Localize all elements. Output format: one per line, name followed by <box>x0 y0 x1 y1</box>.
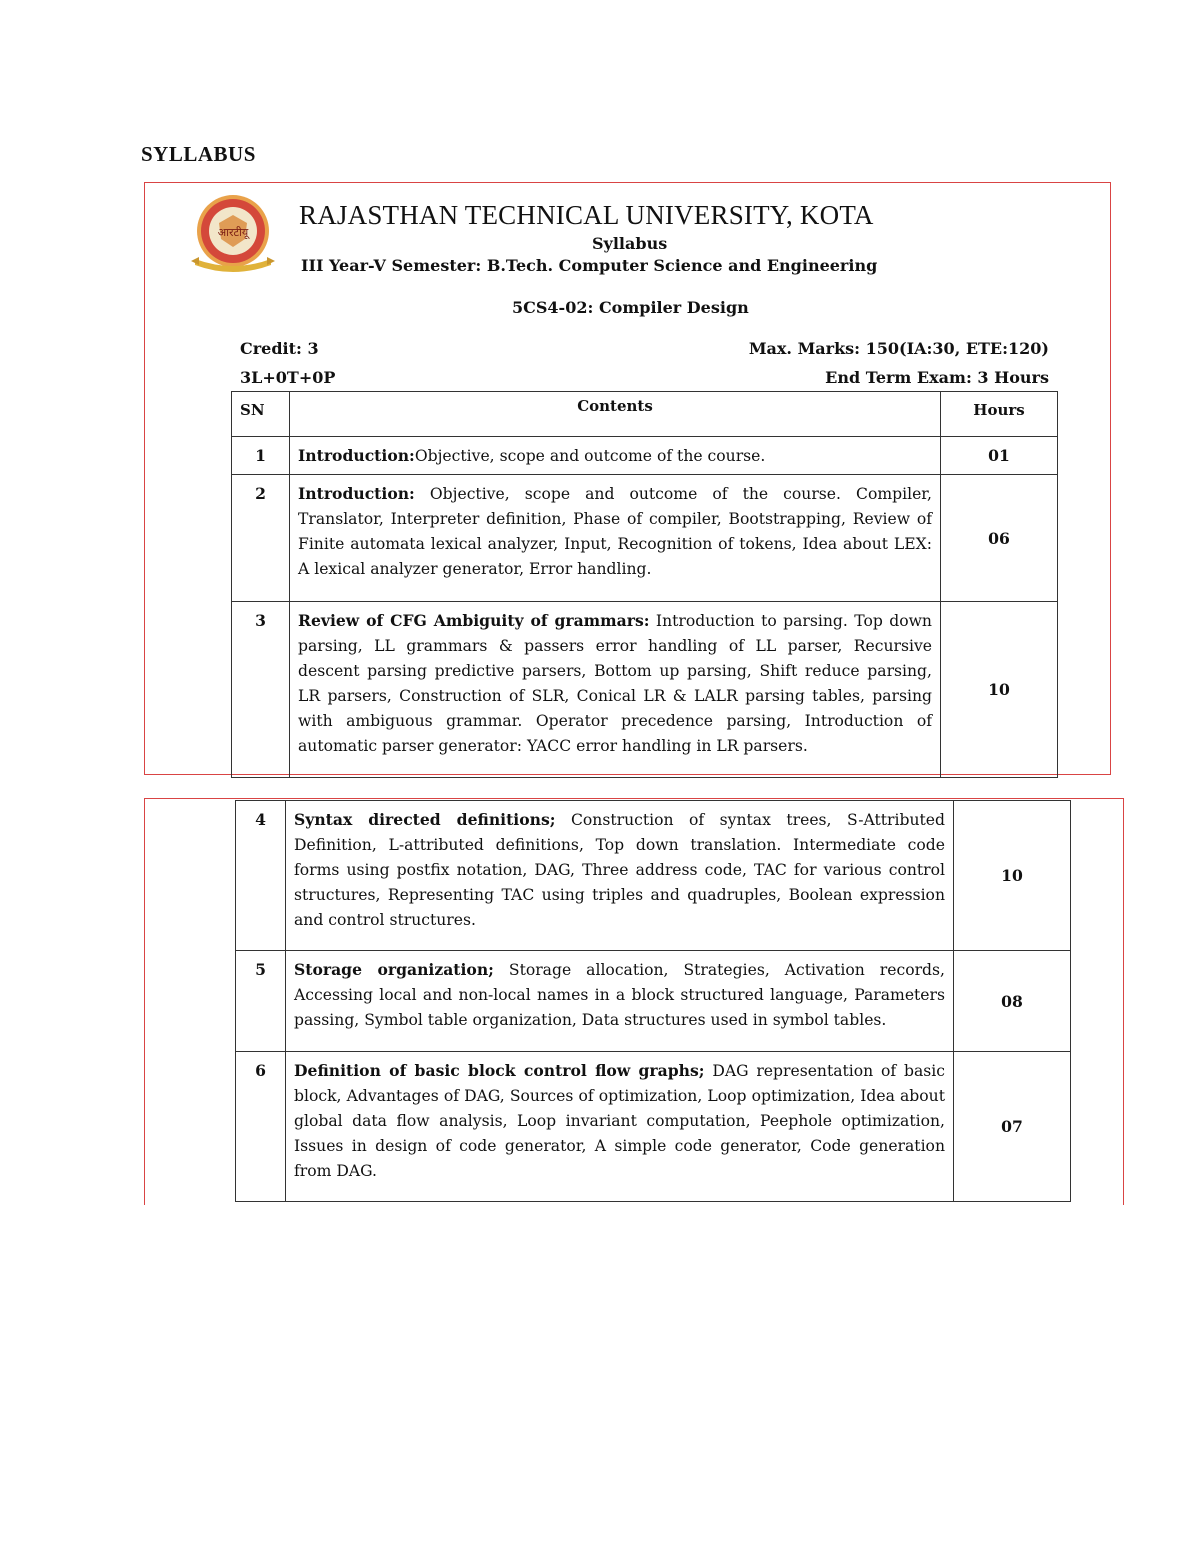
table-row <box>236 951 1071 1052</box>
row-sn: 6 <box>236 1052 286 1202</box>
row-contents <box>290 475 941 602</box>
row-text: Construction of syntax trees, S-Attributed Definition, L-attributed definitions, Top down translation. Intermediate code forms using postfix notation, DAG, Three address code, TAC for various control structures, Representing TAC using triples and quadruples, Boolean expression and control structures. <box>294 811 945 929</box>
header-contents: Contents <box>290 392 941 437</box>
header-sn: SN <box>232 392 290 437</box>
row-text: Introduction to parsing. Top down parsing, LL grammars & passers error handling of LL parser, Recursive descent parsing predictive parsers, Bottom up parsing, Shift reduce parsing, LR parsers, Construction of SLR, Conical LR & LALR parsing tables, parsing with ambiguous grammar. Operator precedence parsing, Introduction of automatic parser generator: YACC error handling in LR parsers. <box>298 612 932 755</box>
table-header-row <box>232 392 1058 437</box>
row-text: Objective, scope and outcome of the course. Compiler, Translator, Interpreter definition, Phase of compiler, Bootstrapping, Review of Finite automata lexical analyzer, Input, Recognition of tokens, Idea about LEX: A lexical analyzer generator, Error handling. <box>298 485 932 578</box>
table-row <box>232 437 1058 475</box>
row-contents <box>290 437 941 475</box>
table-row <box>232 475 1058 602</box>
row-hours: 10 <box>954 801 1071 951</box>
syllabus-table-part-2 <box>235 800 1071 1202</box>
row-hours: 01 <box>941 437 1058 475</box>
row-sn: 4 <box>236 801 286 951</box>
row-hours: 07 <box>954 1052 1071 1202</box>
row-topic: Definition of basic block control flow graphs; <box>294 1061 705 1080</box>
ltp: 3L+0T+0P <box>240 368 336 387</box>
row-topic: Introduction: <box>298 484 415 503</box>
row-contents <box>290 602 941 778</box>
course-title: 5CS4-02: Compiler Design <box>512 298 749 317</box>
row-text: Storage allocation, Strategies, Activation records, Accessing local and non-local names in a block structured language, Parameters passing, Symbol table organization, Data structures used in symbol tables. <box>294 961 945 1029</box>
row-text: DAG representation of basic block, Advantages of DAG, Sources of optimization, Loop optimization, Idea about global data flow analysis, Loop invariant computation, Peephole optimization, Issues in design of code generator, A simple code generator, Code generation from DAG. <box>294 1062 945 1180</box>
semester-line: III Year-V Semester: B.Tech. Computer Science and Engineering <box>301 256 878 275</box>
row-contents <box>286 951 954 1052</box>
row-sn: 1 <box>232 437 290 475</box>
university-name: RAJASTHAN TECHNICAL UNIVERSITY, KOTA <box>299 200 874 230</box>
row-hours: 06 <box>941 475 1058 602</box>
row-sn: 5 <box>236 951 286 1052</box>
row-contents <box>286 801 954 951</box>
row-topic: Introduction: <box>298 446 415 465</box>
table-row <box>232 602 1058 778</box>
row-text: Objective, scope and outcome of the course. <box>414 447 766 465</box>
exam-duration: End Term Exam: 3 Hours <box>825 368 1049 387</box>
row-topic: Review of CFG Ambiguity of grammars: <box>298 611 650 630</box>
header-hours: Hours <box>941 392 1058 437</box>
table-row <box>236 801 1071 951</box>
row-sn: 3 <box>232 602 290 778</box>
logo-text: आरटीयू <box>217 226 249 239</box>
row-contents <box>286 1052 954 1202</box>
university-logo <box>189 193 277 273</box>
row-hours: 08 <box>954 951 1071 1052</box>
credit: Credit: 3 <box>240 339 319 358</box>
document-type: Syllabus <box>592 234 668 253</box>
syllabus-table-part-1 <box>231 391 1058 778</box>
row-sn: 2 <box>232 475 290 602</box>
table-row <box>236 1052 1071 1202</box>
page-heading: SYLLABUS <box>141 142 256 166</box>
row-topic: Storage organization; <box>294 960 494 979</box>
max-marks: Max. Marks: 150(IA:30, ETE:120) <box>748 339 1049 358</box>
row-topic: Syntax directed definitions; <box>294 810 556 829</box>
row-hours: 10 <box>941 602 1058 778</box>
